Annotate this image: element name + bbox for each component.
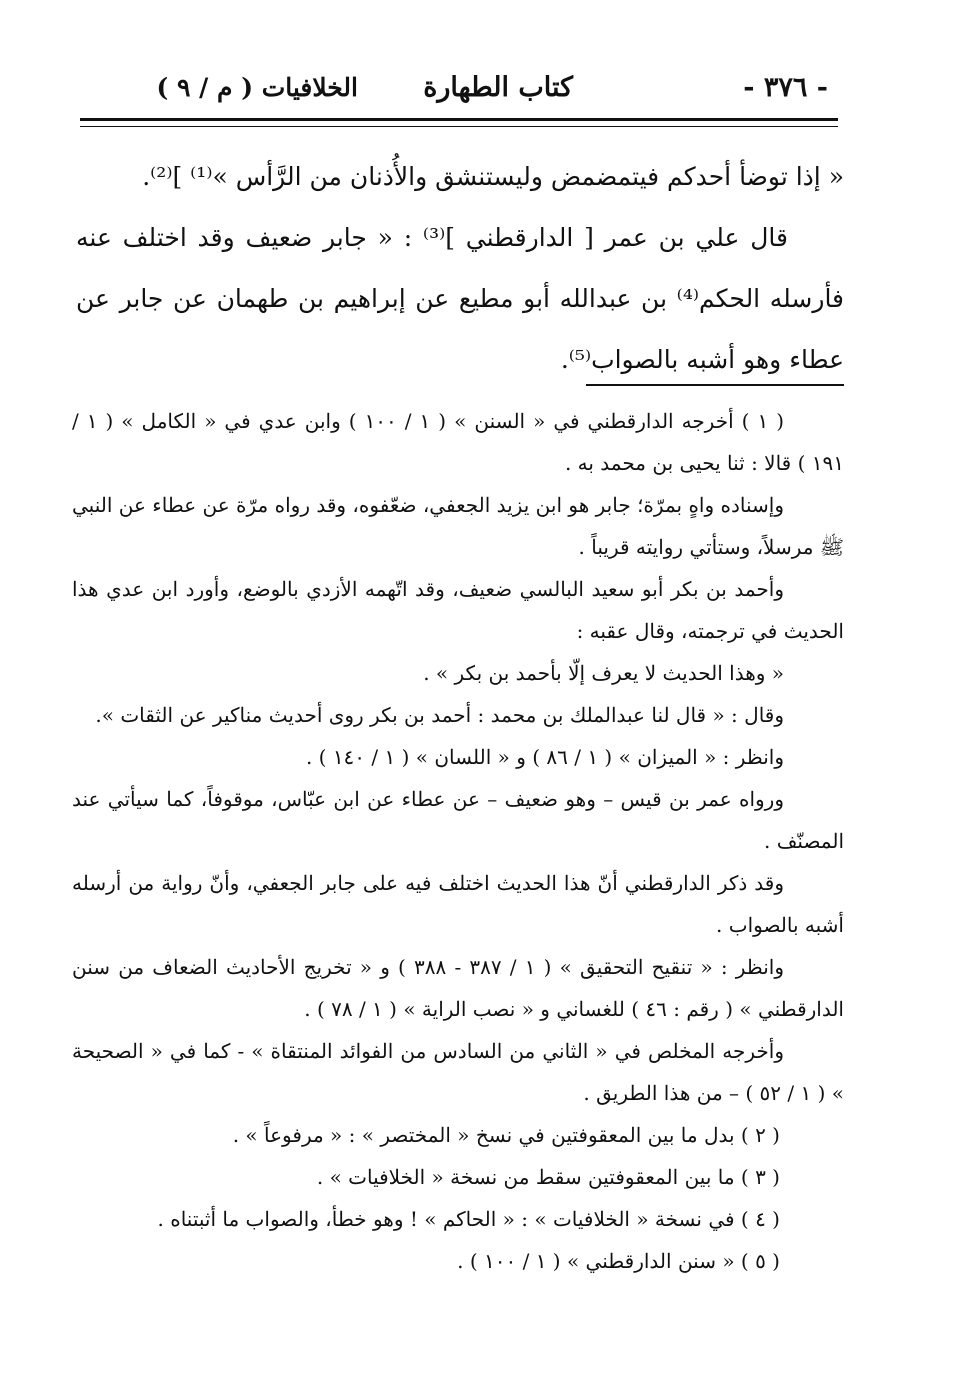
footnote-paragraph: وأخرجه المخلص في « الثاني من السادس من الفوائد المنتقاة » - كما في « الصحيحة » ( ١ / ٥٢ ) – من هذا الطريق . [72,1039,844,1105]
header-rule-thick [80,118,838,121]
footnote-paragraph: وقد ذكر الدارقطني أنّ هذا الحديث اختلف فيه على جابر الجعفي، وأنّ رواية من أرسله أشبه بالصواب . [72,871,844,937]
footnote-paragraph: وقال : « قال لنا عبدالملك بن محمد : أحمد بن بكر روى أحديث مناكير عن الثقات ». [95,703,784,727]
daraqutni-quote: قال علي بن عمر [ الدارقطني ]⁽³⁾ : « جابر ضعيف وقد اختلف عنه فأرسله الحكم⁽⁴⁾ بن عبدالله أبو مطيع عن إبراهيم بن طهمان عن جابر عن عطاء وهو أشبه بالصواب⁽⁵⁾. [76,223,845,374]
main-text [76,146,844,390]
footnote-paragraph: وإسناده واهٍ بمرّة؛ جابر هو ابن يزيد الجعفي، ضعّفوه، وقد رواه مرّة عن عطاء عن النبي ﷺ مرسلاً، وستأتي روايته قريباً . [72,493,844,559]
page-header [112,68,828,108]
footnote-paragraph: وانظر : « تنقيح التحقيق » ( ١ / ٣٨٧ - ٣٨٨ ) و « تخريج الأحاديث الضعاف من سنن الدارقطني » ( رقم : ٤٦ ) للغساني و « نصب الراية » ( ١ / ٧٨ ) . [72,955,844,1021]
footnote-separator [586,384,844,386]
footnote-paragraph: وانظر : « الميزان » ( ١ / ٨٦ ) و « اللسان » ( ١ / ١٤٠ ) . [305,745,784,769]
footnote-5: ( ٥ ) « سنن الدارقطني » ( ١ / ١٠٠ ) . [457,1249,780,1273]
footnote-3: ( ٣ ) ما بين المعقوفتين سقط من نسخة « الخلافيات » . [316,1165,780,1189]
header-rule-thin [80,126,838,127]
hadith-text: « إذا توضأ أحدكم فيتمضمض وليستنشق والأُذنان من الرَّأس »⁽¹⁾ ]⁽²⁾. [142,162,844,191]
footnote-4: ( ٤ ) في نسخة « الخلافيات » : « الحاكم » ! وهو خطأ، والصواب ما أثبتناه . [157,1207,780,1231]
footnote-paragraph: « وهذا الحديث لا يعرف إلّا بأحمد بن بكر » . [423,661,784,685]
footnote-2: ( ٢ ) بدل ما بين المعقوفتين في نسخ « المختصر » : « مرفوعاً » . [232,1123,780,1147]
book-title: كتاب الطهارة [423,72,573,103]
page-number: - ٣٧٦ - [743,72,828,103]
footnote-paragraph: ورواه عمر بن قيس – وهو ضعيف – عن عطاء عن ابن عبّاس، موقوفاً، كما سيأتي عند المصنّف . [72,787,844,853]
footnotes [72,400,844,1282]
section-title: الخلافيات ( م / ٩ ) [156,73,358,102]
footnote-paragraph: وأحمد بن بكر أبو سعيد البالسي ضعيف، وقد اتّهمه الأزدي بالوضع، وأورد ابن عدي هذا الحديث في ترجمته، وقال عقبه : [72,577,844,643]
footnote-1: ( ١ ) أخرجه الدارقطني في « السنن » ( ١ / ١٠٠ ) وابن عدي في « الكامل » ( ١ / ١٩١ ) قالا : ثنا يحيى بن محمد به . [72,409,844,475]
